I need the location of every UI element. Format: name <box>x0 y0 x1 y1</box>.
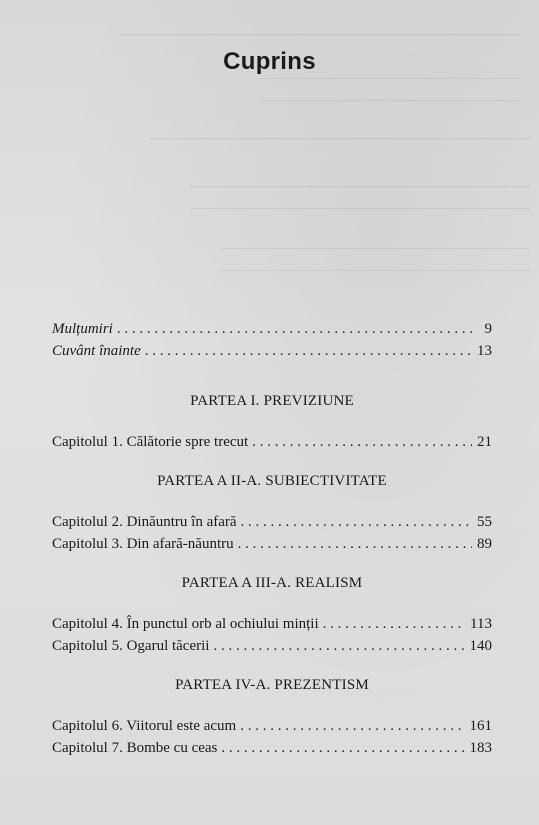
table-of-contents <box>52 318 492 759</box>
bleed-through-line <box>220 270 530 271</box>
bleed-through-line <box>150 138 530 139</box>
toc-entry-foreword <box>52 340 492 362</box>
dot-leader <box>323 613 466 635</box>
toc-entry-label: Capitolul 7. Bombe cu ceas <box>52 740 218 756</box>
part-heading: PARTEA A II-A. SUBIECTIVITATE <box>157 473 387 489</box>
dot-leader <box>213 635 465 657</box>
dot-leader <box>221 737 465 759</box>
bleed-through-line <box>260 78 520 79</box>
dot-leader <box>241 511 472 533</box>
toc-entry-label: Mulțumiri <box>52 321 113 337</box>
bleed-through-line <box>260 100 520 101</box>
toc-entry-chapter <box>52 431 492 453</box>
bleed-through-line <box>220 248 530 249</box>
toc-entry-chapter <box>52 737 492 759</box>
toc-entry-label: Cuvânt înainte <box>52 343 141 359</box>
dot-leader <box>240 715 465 737</box>
part-heading: PARTEA A III-A. REALISM <box>181 575 363 591</box>
toc-entry-page: 89 <box>477 536 492 552</box>
toc-entry-page: 13 <box>477 343 492 359</box>
toc-entry-label: Capitolul 6. Viitorul este acum <box>52 718 237 734</box>
part-heading: PARTEA IV-A. PREZENTISM <box>175 677 369 693</box>
toc-entry-chapter <box>52 613 492 635</box>
page-title: Cuprins <box>223 48 316 75</box>
toc-entry-chapter <box>52 715 492 737</box>
bleed-through-line <box>120 34 520 35</box>
toc-entry-page: 113 <box>470 616 492 632</box>
toc-entry-page: 21 <box>477 434 492 450</box>
bleed-through-line <box>190 208 530 209</box>
toc-entry-acknowledgements <box>52 318 492 340</box>
toc-entry-label: Capitolul 1. Călătorie spre trecut <box>52 434 249 450</box>
dot-leader <box>238 533 472 555</box>
toc-entry-chapter <box>52 511 492 533</box>
dot-leader <box>252 431 472 453</box>
toc-entry-page: 161 <box>469 718 492 734</box>
toc-entry-chapter <box>52 533 492 555</box>
bleed-through-line <box>190 186 530 187</box>
toc-entry-label: Capitolul 3. Din afară-năuntru <box>52 536 234 552</box>
part-heading: PARTEA I. PREVIZIUNE <box>190 393 354 409</box>
dot-leader <box>145 340 472 362</box>
toc-entry-chapter <box>52 635 492 657</box>
toc-entry-page: 55 <box>477 514 492 530</box>
toc-entry-label: Capitolul 4. În punctul orb al ochiului minții <box>52 616 319 632</box>
toc-entry-label: Capitolul 5. Ogarul tăcerii <box>52 638 210 654</box>
toc-entry-page: 183 <box>469 740 492 756</box>
toc-entry-page: 9 <box>484 321 492 337</box>
toc-entry-label: Capitolul 2. Dinăuntru în afară <box>52 514 237 530</box>
toc-entry-page: 140 <box>469 638 492 654</box>
dot-leader <box>117 318 472 340</box>
